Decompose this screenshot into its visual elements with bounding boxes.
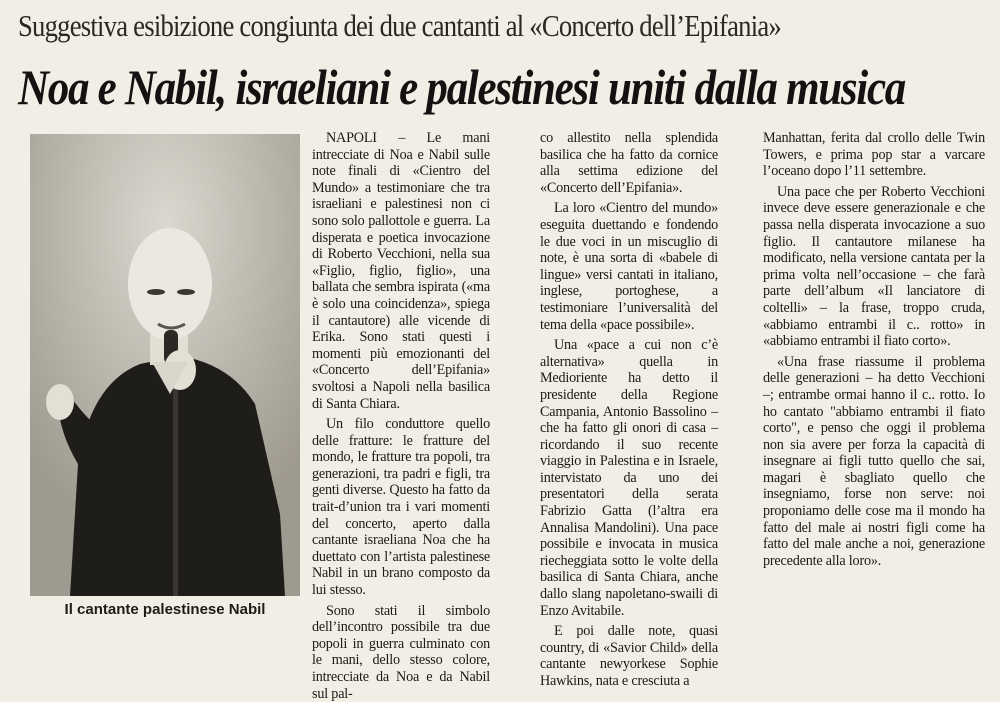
paragraph: Una pace che per Roberto Vecchioni invece deve essere generazionale e che passa nella disperata invocazione a suo figlio. Il cantautore milanese ha modificato, nella versione cantata per la prima volta nell’occasione – che farà parte dell’album «Il lanciatore di coltelli» – la frase, troppo cruda, «abbiamo entrambi il c.. rotto» in «abbiamo entrambi il fiato corto». — [763, 183, 985, 350]
headline: Noa e Nabil, israeliani e palestinesi uniti dalla musica — [18, 59, 905, 115]
kicker-subtitle: Suggestiva esibizione congiunta dei due cantanti al «Concerto dell’Epifania» — [18, 8, 781, 43]
paragraph: Un filo conduttore quello delle fratture: le fratture del mondo, le fratture tra popoli, tra generazioni, tra padri e figli, tra genti diverse. Questo ha fatto da trait-d’union tra i vari momenti del concerto, aperto dalla cantante israeliana Noa che ha duettato con l’artista palestinese Nabil in un brano composto da lui stesso. — [312, 416, 490, 599]
paragraph: Sono stati il simbolo dell’incontro possibile tra due popoli in guerra culminato con le mani, dello stesso colore, intrecciate da Noa e da Nabil sul pal- — [312, 602, 490, 702]
article-column-1 — [312, 130, 490, 702]
paragraph: co allestito nella splendida basilica che ha fatto da cornice alla settima edizione del «Concerto dell’Epifania». — [540, 130, 718, 196]
paragraph: «Una frase riassume il problema delle generazioni – ha detto Vecchioni –; entrambe ormai hanno il c.. rotto. Io ho cantato "abbiamo entrambi il fiato corto", e penso che oggi il problema non sia avere per forza la capacità di insegnare ai figli tutto quello che sai, magari è sbagliato quello che insegniamo, forse non serve: noi proponiamo delle cose ma il mondo ha fatto del male ai nostri figli come ha fatto del male anche a noi, generazione precedente alla loro». — [763, 353, 985, 569]
paragraph: NAPOLI – Le mani intrecciate di Noa e Nabil sulle note finali di «Cientro del Mundo» a testimoniare che tra israeliani e palestinesi non ci sono solo pallottole e guerra. La disperata e poetica invocazione di Roberto Vecchioni, nella sua «Figlio, figlio, figlio», una ballata che sembra ispirata («ma è solo una coincidenza», spiega il cantautore) alle vicende di Erika. Sono stati questi i momenti più emozionanti del «Concerto dell’Epifania» svoltosi a Napoli nella basilica di Santa Chiara. — [312, 130, 490, 412]
article-column-2 — [540, 130, 718, 690]
paragraph: La loro «Cientro del mundo» eseguita duettando e fondendo le due voci in un miscuglio di note, è una sorta di «babele di lingue» versi cantati in italiano, inglese, portoghese, a testimoniare l’universalità del tema della «pace possibile». — [540, 200, 718, 333]
photo-caption: Il cantante palestinese Nabil — [64, 601, 266, 618]
article-column-3 — [763, 130, 985, 569]
paragraph: E poi dalle note, quasi country, di «Savior Child» della cantante newyorkese Sophie Hawkins, nata e cresciuta a — [540, 623, 718, 689]
paragraph: Manhattan, ferita dal crollo delle Twin Towers, e prima pop star a varcare l’oceano dopo l’11 settembre. — [763, 130, 985, 180]
singer-illustration — [30, 134, 300, 596]
photo-nabil — [30, 134, 300, 596]
paragraph: Una «pace a cui non c’è alternativa» quella in Medioriente ha detto il presidente della Regione Campania, Antonio Bassolino – che ha fatto gli onori di casa – ricordando il suo recente viaggio in Palestina e in Israele, intervistato da uno dei presentatori della serata Fabrizio Gatta (l’altra era Annalisa Mandolini). Una pace possibile e invocata in musica riecheggiata sotto le volte della basilica di Santa Chiara, anche dallo slang napoletano-swaili di Enzo Avitabile. — [540, 337, 718, 619]
